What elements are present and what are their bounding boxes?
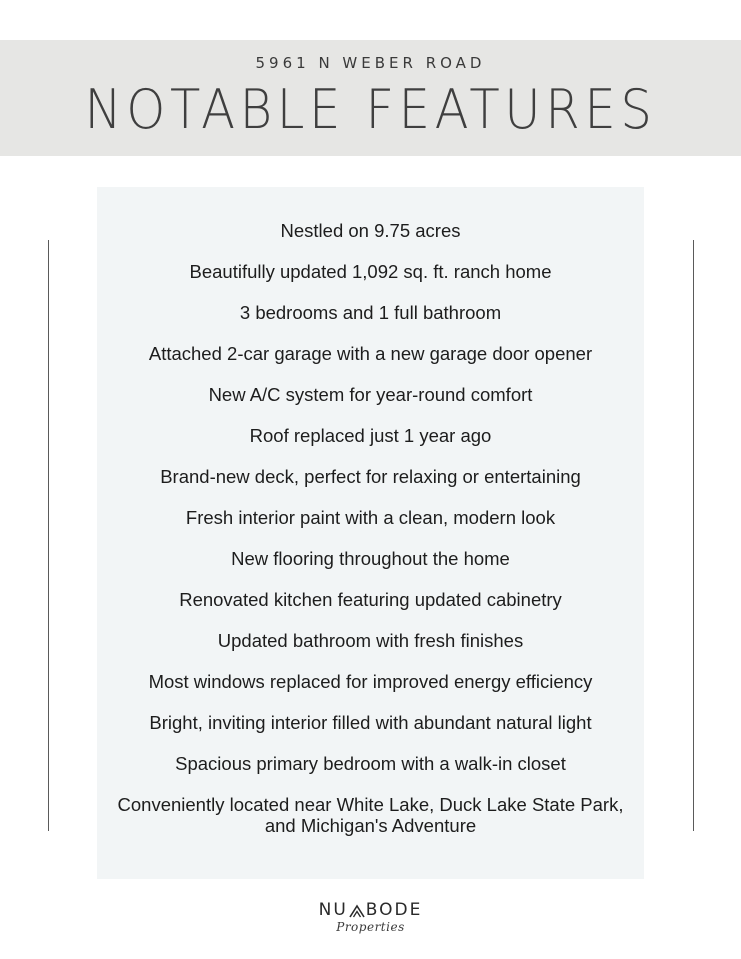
- logo-text-right: BODE: [365, 900, 423, 920]
- feature-item: New A/C system for year-round comfort: [208, 384, 533, 405]
- feature-item: Conveniently located near White Lake, Duck Lake State Park, and Michigan's Adventure: [117, 794, 624, 836]
- feature-item: Beautifully updated 1,092 sq. ft. ranch home: [189, 261, 552, 282]
- feature-item: Bright, inviting interior filled with abundant natural light: [149, 712, 592, 733]
- feature-item: Spacious primary bedroom with a walk-in closet: [175, 753, 566, 774]
- feature-item: Nestled on 9.75 acres: [280, 220, 461, 241]
- feature-item: Fresh interior paint with a clean, modern look: [185, 507, 556, 528]
- feature-item: Updated bathroom with fresh finishes: [217, 630, 524, 651]
- house-roof-icon: [349, 903, 365, 917]
- feature-item: Brand-new deck, perfect for relaxing or entertaining: [160, 466, 581, 487]
- right-divider: [693, 240, 694, 831]
- features-list: [97, 220, 644, 856]
- brand-logo: [0, 900, 741, 934]
- logo-subtitle: Properties: [336, 920, 405, 934]
- feature-item: New flooring throughout the home: [231, 548, 510, 569]
- feature-item: 3 bedrooms and 1 full bathroom: [239, 302, 502, 323]
- left-divider: [48, 240, 49, 831]
- feature-item: Most windows replaced for improved energy efficiency: [148, 671, 593, 692]
- feature-item: Roof replaced just 1 year ago: [249, 425, 492, 446]
- feature-item: Attached 2-car garage with a new garage door opener: [148, 343, 593, 364]
- page-title: NOTABLE FEATURES: [84, 78, 657, 141]
- logo-wordmark: [319, 900, 423, 920]
- feature-item: Renovated kitchen featuring updated cabinetry: [179, 589, 562, 610]
- logo-text-left: NU: [318, 900, 348, 920]
- property-address: 5961 N WEBER ROAD: [255, 54, 486, 72]
